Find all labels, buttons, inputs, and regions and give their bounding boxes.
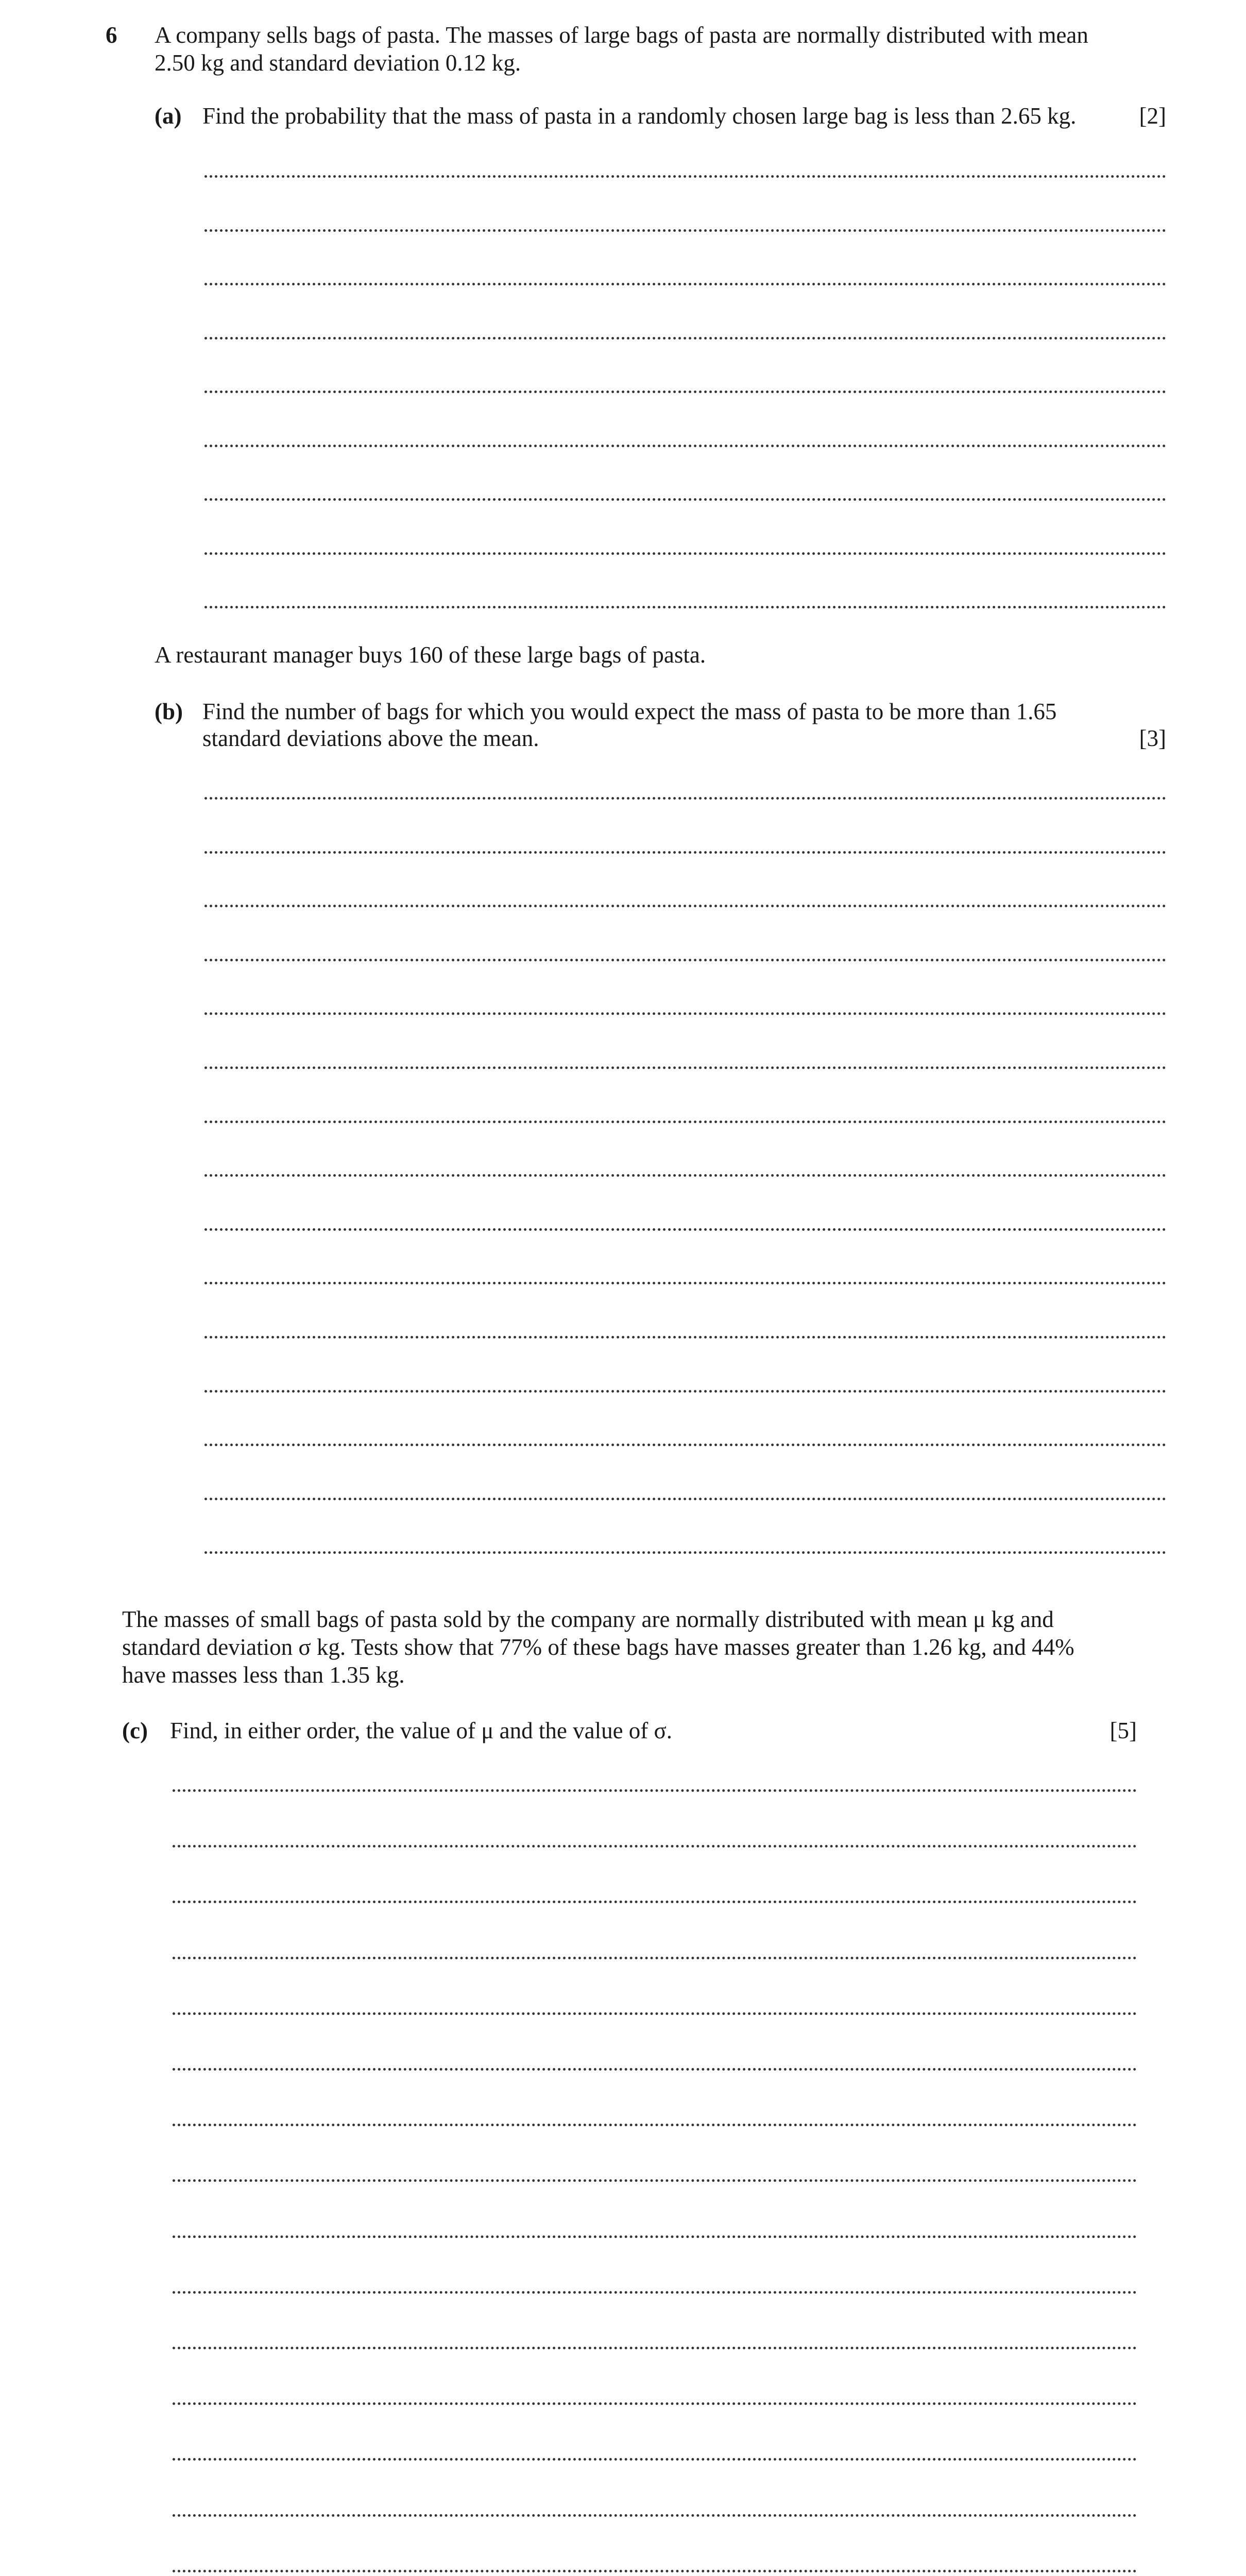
answer-line (173, 2514, 1137, 2517)
context-c-line-1: The masses of small bags of pasta sold by the company are normally distributed with mean μ kg and (122, 1606, 1054, 1632)
answer-line (204, 552, 1166, 555)
answer-line (173, 2291, 1137, 2294)
part-a-marks: [2] (1139, 103, 1166, 129)
part-b-marks: [3] (1139, 725, 1166, 751)
answer-line (204, 851, 1166, 854)
answer-line (204, 498, 1166, 501)
answer-line (173, 2068, 1137, 2071)
answer-line (204, 1282, 1166, 1284)
answer-line (204, 1012, 1166, 1015)
question-intro-line-1: A company sells bags of pasta. The masses of large bags of pasta are normally distributed with mean (155, 22, 1088, 48)
answer-line (204, 445, 1166, 447)
part-c-question: Find, in either order, the value of μ and the value of σ. (170, 1718, 673, 1743)
answer-line (204, 1390, 1166, 1393)
answer-line (204, 905, 1166, 907)
answer-line (204, 1228, 1166, 1231)
part-a-label: (a) (155, 103, 182, 129)
answer-line (204, 175, 1166, 178)
answer-line (204, 229, 1166, 232)
answer-line (204, 1444, 1166, 1446)
answer-line (173, 2570, 1137, 2572)
answer-line (173, 2402, 1137, 2405)
answer-line (204, 283, 1166, 285)
answer-line (173, 2012, 1137, 2015)
answer-line (204, 1336, 1166, 1338)
answer-line (204, 606, 1166, 608)
answer-line (204, 1121, 1166, 1123)
answer-line (173, 2235, 1137, 2238)
part-c-marks: [5] (1110, 1718, 1137, 1743)
context-c-line-3: have masses less than 1.35 kg. (122, 1662, 405, 1688)
answer-line (204, 1551, 1166, 1554)
context-b-text: A restaurant manager buys 160 of these large bags of pasta. (155, 642, 706, 668)
answer-line (204, 959, 1166, 961)
part-b-label: (b) (155, 699, 183, 724)
answer-line (204, 1498, 1166, 1500)
answer-line (173, 2179, 1137, 2182)
answer-line (173, 1845, 1137, 1848)
part-a-question: Find the probability that the mass of pasta in a randomly chosen large bag is less than 2.65 kg. (202, 103, 1077, 129)
answer-line (204, 391, 1166, 393)
answer-line (204, 1174, 1166, 1177)
answer-line (173, 1789, 1137, 1792)
question-intro-line-2: 2.50 kg and standard deviation 0.12 kg. (155, 50, 521, 76)
answer-line (173, 2347, 1137, 2349)
context-c-line-2: standard deviation σ kg. Tests show that 77% of these bags have masses greater than 1.26 kg, and 44% (122, 1634, 1074, 1660)
answer-line (173, 1901, 1137, 1903)
question-number: 6 (106, 22, 117, 48)
part-b-question-line-1: Find the number of bags for which you would expect the mass of pasta to be more than 1.65 (202, 699, 1057, 724)
part-c-label: (c) (122, 1718, 148, 1743)
answer-line (204, 797, 1166, 800)
answer-line (173, 2458, 1137, 2461)
answer-line (204, 1066, 1166, 1069)
answer-line (173, 2124, 1137, 2126)
answer-line (204, 337, 1166, 340)
answer-line (173, 1957, 1137, 1959)
part-b-question-line-2: standard deviations above the mean. (202, 725, 539, 751)
